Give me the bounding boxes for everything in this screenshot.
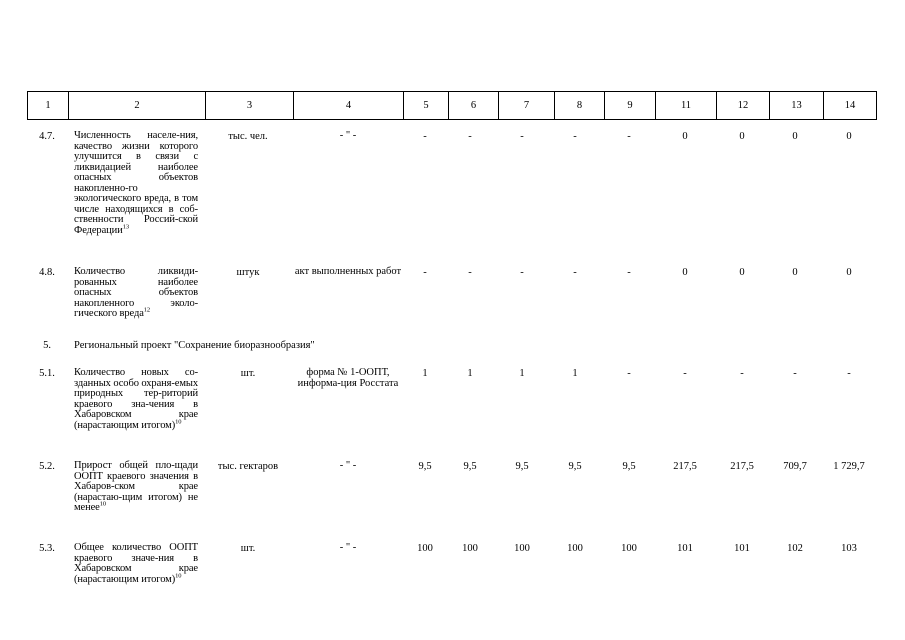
row-number: 5.3. [39, 543, 55, 554]
header-cell: 12 [717, 92, 770, 119]
row-number: 5. [43, 340, 51, 351]
table-header-row [27, 91, 877, 120]
value-cell: 1 729,7 [833, 461, 865, 472]
section-title: Региональный проект "Сохранение биоразнообразия" [74, 340, 315, 351]
value-cell: 9,5 [463, 461, 477, 472]
unit-cell: штук [236, 267, 260, 278]
header-cell: 14 [844, 100, 856, 111]
source-cell: - " - [339, 130, 357, 141]
source-cell: - " - [339, 460, 357, 471]
value-cell: 0 [792, 267, 798, 278]
header-cell: 9 [605, 92, 656, 119]
value-cell: 0 [682, 131, 688, 142]
value-cell: 100 [417, 543, 433, 554]
value-cell: - [627, 267, 631, 278]
source-cell: акт выполненных работ [294, 266, 402, 277]
row-number: 5.1. [39, 368, 55, 379]
value-cell: - [573, 131, 577, 142]
value-cell: 102 [787, 543, 803, 554]
value-cell: 0 [739, 131, 745, 142]
value-cell: 9,5 [622, 461, 636, 472]
value-cell: 100 [462, 543, 478, 554]
unit-cell: шт. [240, 368, 256, 379]
value-cell: 100 [567, 543, 583, 554]
row-number: 4.8. [39, 267, 55, 278]
value-cell: 0 [739, 267, 745, 278]
row-number: 5.2. [39, 461, 55, 472]
value-cell: 217,5 [730, 461, 754, 472]
value-cell: - [423, 131, 427, 142]
value-cell: 101 [677, 543, 693, 554]
indicator-name: Количество ликвиди-рованных наиболее опасных объектов накопленного эколо-гического вреда$^{12}$ [74, 266, 198, 319]
value-cell: 100 [514, 543, 530, 554]
header-cell: 4 [294, 92, 404, 119]
value-cell: 217,5 [673, 461, 697, 472]
header-cell: 8 [555, 92, 605, 119]
value-cell: - [573, 267, 577, 278]
value-cell: - [520, 131, 524, 142]
value-cell: 1 [467, 368, 473, 379]
value-cell: - [627, 131, 631, 142]
value-cell: 100 [621, 543, 637, 554]
value-cell: 9,5 [515, 461, 529, 472]
value-cell: - [740, 368, 744, 379]
row-number: 4.7. [39, 131, 55, 142]
value-cell: 0 [792, 131, 798, 142]
value-cell: 103 [841, 543, 857, 554]
value-cell: - [683, 368, 687, 379]
value-cell: 1 [422, 368, 428, 379]
value-cell: - [793, 368, 797, 379]
indicator-name: Общее количество ООПТ краевого значе-ния в Хабаровском крае (нарастающим итогом)$^{10}$ [74, 542, 198, 585]
unit-cell: шт. [240, 543, 256, 554]
indicator-name: Прирост общей пло-щади ООПТ краевого значения в Хабаров-ском крае (нарастаю-щим итогом) не менее$^{10}$ [74, 460, 198, 513]
header-cell: 2 [69, 92, 206, 119]
value-cell: 101 [734, 543, 750, 554]
header-cell: 5 [404, 92, 449, 119]
indicator-name: Численность населе-ния, качество жизни которого улучшится в связи с ликвидацией наиболее опасных объектов накопленно-го экологического вреда, в том числе находящихся в соб-ственности Россий-ской Федерации$^{13}$ [74, 130, 198, 236]
indicator-name: Количество новых со-зданных особо охраня-емых природных тер-риторий краевого зна-чения в Хабаровском крае (нарастающим итогом)$^{10}$ [74, 367, 198, 431]
header-cell: 6 [449, 92, 499, 119]
value-cell: 709,7 [783, 461, 807, 472]
value-cell: - [468, 267, 472, 278]
value-cell: - [847, 368, 851, 379]
header-cell: 11 [656, 92, 717, 119]
value-cell: 0 [682, 267, 688, 278]
value-cell: 9,5 [418, 461, 432, 472]
header-cell: 1 [28, 92, 69, 119]
value-cell: - [468, 131, 472, 142]
unit-cell: тыс. гектаров [217, 461, 279, 472]
value-cell: 0 [846, 131, 852, 142]
header-cell: 3 [206, 92, 294, 119]
value-cell: - [627, 368, 631, 379]
source-cell: форма № 1-ООПТ, информа-ция Росстата [297, 367, 399, 389]
value-cell: 1 [572, 368, 578, 379]
value-cell: 0 [846, 267, 852, 278]
value-cell: 9,5 [568, 461, 582, 472]
source-cell: - " - [339, 542, 357, 553]
value-cell: - [423, 267, 427, 278]
header-cell: 7 [499, 92, 555, 119]
unit-cell: тыс. чел. [228, 131, 268, 142]
value-cell: - [520, 267, 524, 278]
header-cell: 13 [770, 92, 824, 119]
value-cell: 1 [519, 368, 525, 379]
